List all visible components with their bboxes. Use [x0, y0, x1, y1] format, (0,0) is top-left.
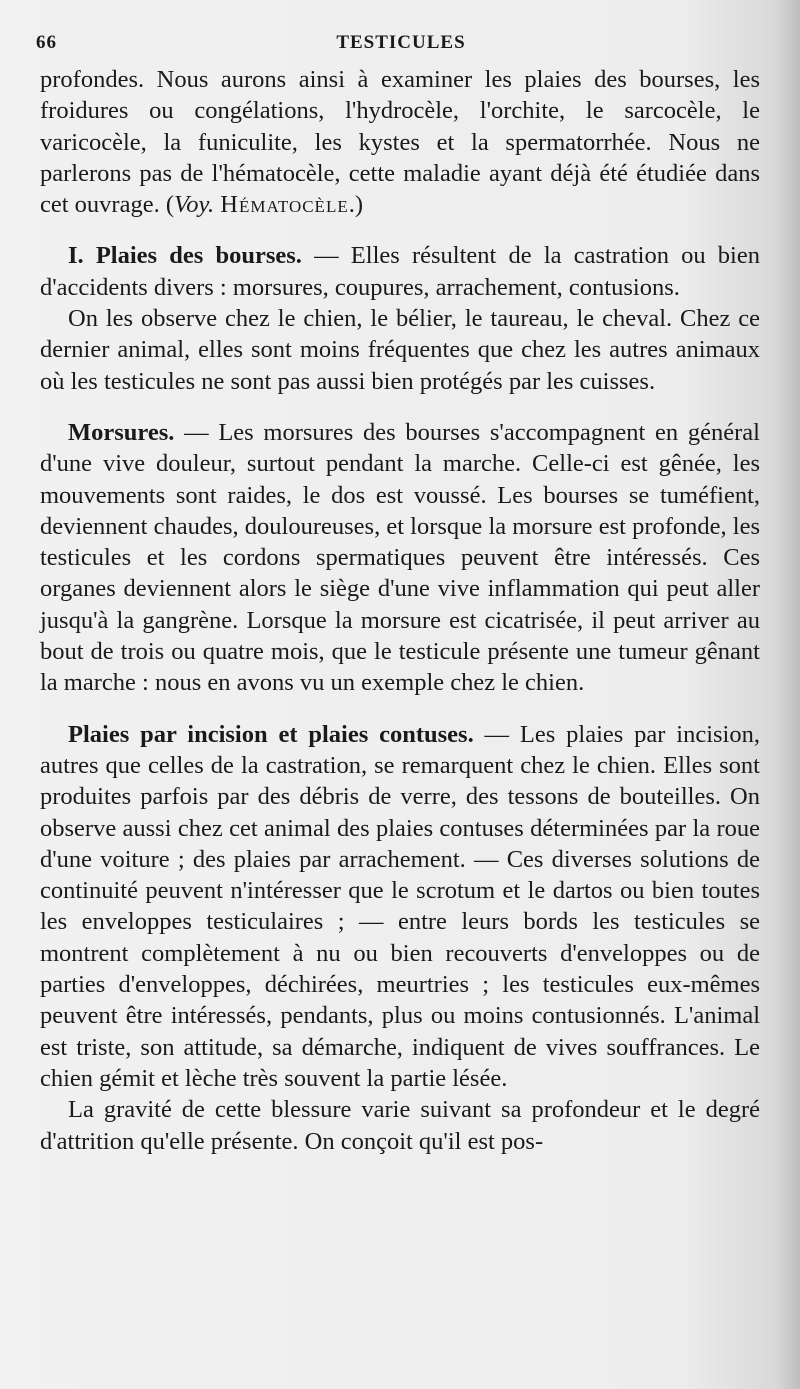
section-heading: I. Plaies des bourses.: [68, 242, 302, 270]
paragraph-text: — Elles résultent de la castration ou bien d'accidents divers : morsures, coupures, arrachement, contusions.: [40, 242, 760, 301]
paragraph-observation: [40, 303, 760, 397]
cross-reference-voy: Voy.: [174, 191, 215, 219]
subsection-heading: Morsures.: [68, 418, 175, 446]
section-plaies-des-bourses: [40, 240, 760, 303]
running-head: [36, 30, 766, 60]
paragraph-text: La gravité de cette blessure varie suivant sa profondeur et le degré d'attrition qu'elle présente. On conçoit qu'il est pos-: [40, 1096, 760, 1155]
paragraph-continued: [40, 64, 760, 220]
section-plaies-incision: [40, 719, 760, 1095]
cross-reference-entry: Hématocèle: [220, 191, 349, 219]
paragraph-gravite: [40, 1094, 760, 1157]
paragraph-text: — Les morsures des bourses s'accompagnent en général d'une vive douleur, surtout pendant la marche. Celle-ci est gênée, les mouvements sont raides, le dos est voussé. Les bourses se tuméfient, deviennent chaudes, douloureuses, et lorsque la morsure est profonde, les testicules et les cordons spermatiques peuvent être intéressés. Ces organes deviennent alors le siège d'une vive inflammation qui peut aller jusqu'à la gangrène. Lorsque la morsure est cicatrisée, il peut arriver au bout de trois ou quatre mois, que le testicule présente une tumeur gênant la marche : nous en avons vu un exemple chez le chien.: [40, 418, 760, 697]
paragraph-text: — Les plaies par incision, autres que celles de la castration, se remarquent chez le chien. Elles sont produites parfois par des débris de verre, des tessons de bouteilles. On observe aussi chez cet animal des plaies contuses déterminées par la roue d'une voiture ; des plaies par arrachement. — Ces diverses solutions de continuité peuvent n'intéresser que le scrotum et le dartos ou bien toutes les enveloppes testiculaires ; — entre leurs bords les testicules se montrent complètement à nu ou bien recouverts d'enveloppes ou de parties d'enveloppes, déchirées, meurtries ; les testicules eux-mêmes peuvent être intéressés, pendants, plus ou moins contusionnés. L'animal est triste, son attitude, sa démarche, indiquent de vives souffrances. Le chien gémit et lèche très souvent la partie lésée.: [40, 720, 760, 1092]
paragraph-text: On les observe chez le chien, le bélier, le taureau, le cheval. Chez ce dernier animal, elles sont moins fréquentes que chez les autres animaux où les testicules ne sont pas aussi bien protégés par les cuisses.: [40, 305, 760, 395]
page-number: 66: [36, 32, 57, 53]
paragraph-text: profondes. Nous aurons ainsi à examiner les plaies des bourses, les froidures ou congélations, l'hydrocèle, l'orchite, le sarcocèle, le varicocèle, la funiculite, les kystes et la spermatorrhée. Nous ne parlerons pas de l'hématocèle, cette maladie ayant déjà été étudiée dans cet ouvrage. (: [40, 66, 760, 219]
subsection-heading: Plaies par incision et plaies contuses.: [68, 720, 474, 748]
running-title: TESTICULES: [336, 32, 466, 53]
closing-parenthesis: .): [348, 191, 364, 219]
body-text: [40, 64, 760, 1157]
section-morsures: [40, 417, 760, 699]
